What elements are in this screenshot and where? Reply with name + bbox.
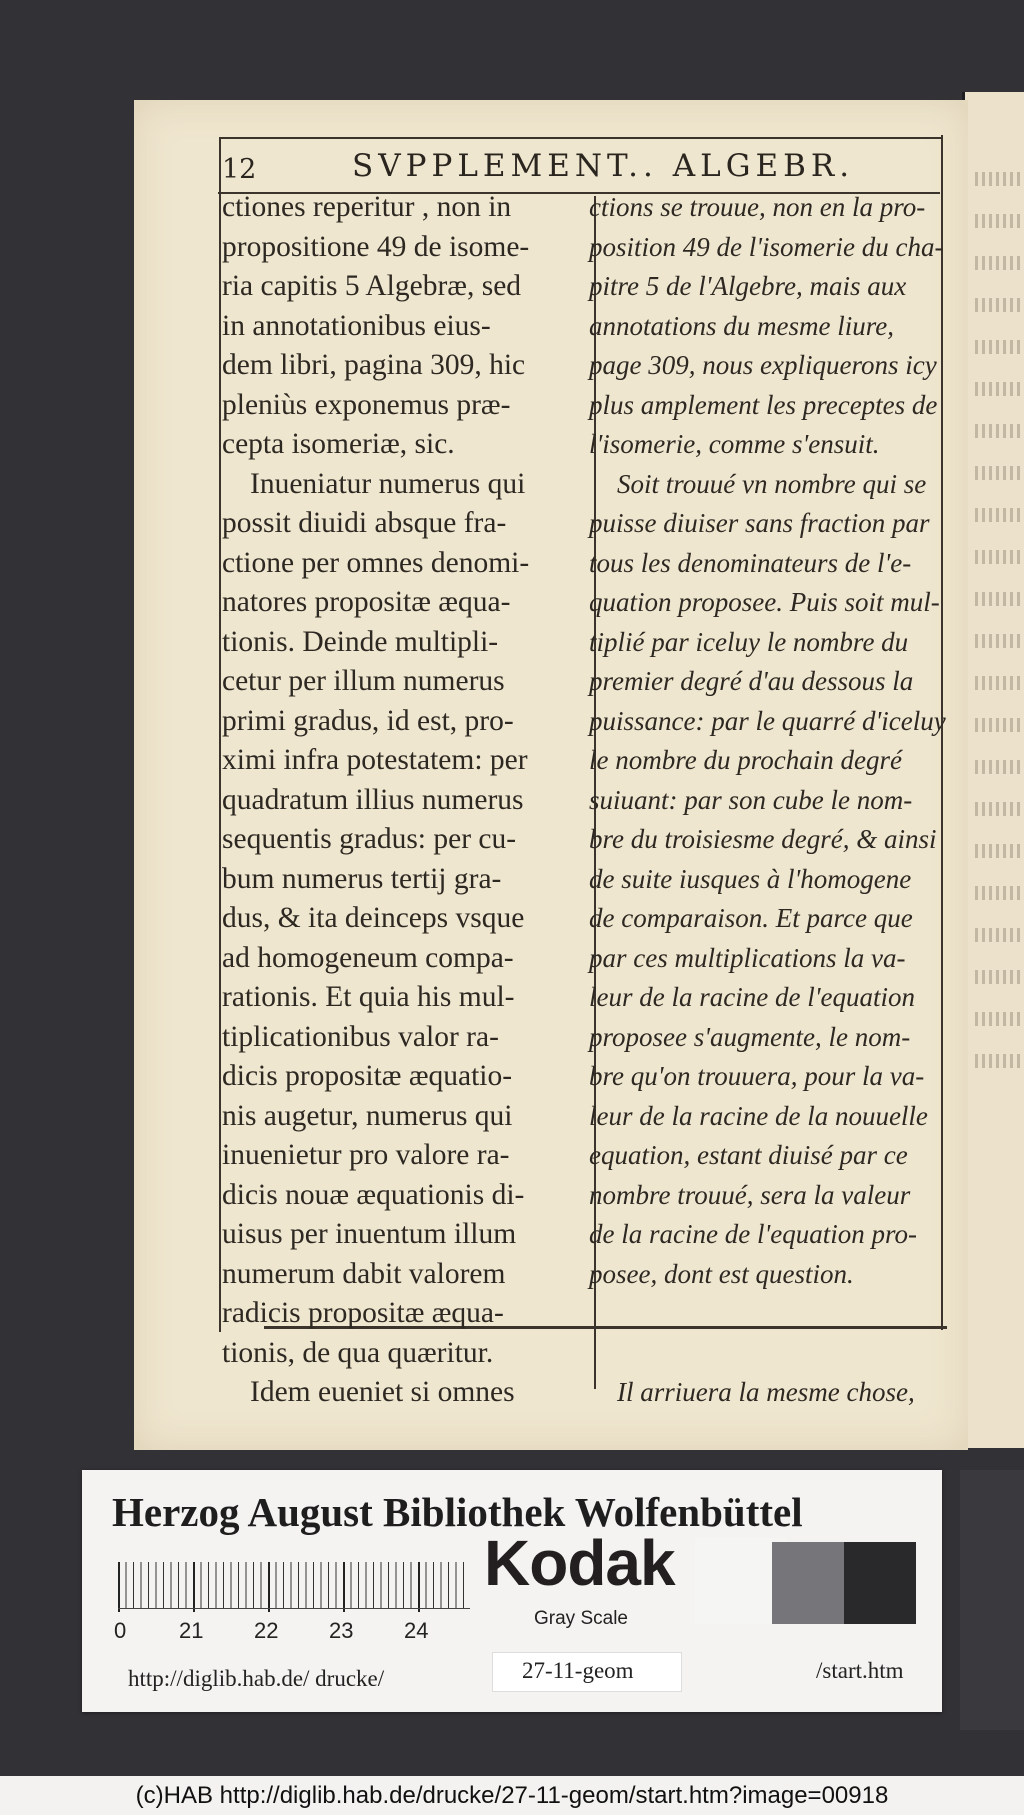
text-line: quation proposee. Puis soit mul- <box>589 587 940 617</box>
text-line: puissance: par le quarré d'iceluy <box>589 705 946 736</box>
text-line: premier degré d'au dessous la <box>589 666 914 696</box>
facing-text-line <box>975 340 1023 354</box>
gray-patch-mid <box>772 1542 844 1624</box>
text-line: cepta isomeriæ, sic. <box>222 428 455 460</box>
text-line: radicis propositæ æqua- <box>222 1297 504 1329</box>
facing-text-line <box>975 214 1023 228</box>
text-line: position 49 de l'isomerie du cha- <box>589 231 944 262</box>
text-line: uisus per inuentum illum <box>222 1218 517 1250</box>
card-url-id: 27-11-geom <box>522 1658 634 1683</box>
text-line <box>589 1334 959 1374</box>
facing-text-line <box>975 424 1023 438</box>
kodak-logo: Kodak <box>484 1527 675 1599</box>
text-line: Idem eueniet si omnes <box>250 1376 515 1408</box>
text-line: bre qu'on trouuera, pour la va- <box>589 1061 925 1091</box>
text-line: annotations du mesme liure, <box>589 310 894 341</box>
french-column <box>589 188 959 1413</box>
text-line: dus, & ita deinceps vsque <box>222 902 525 934</box>
text-line: dem libri, pagina 309, hic <box>222 349 526 381</box>
ruler-baseline <box>118 1608 470 1609</box>
text-line: cetur per illum numerus <box>222 665 505 697</box>
text-line: proposee s'augmente, le nom- <box>589 1021 911 1052</box>
text-line: leur de la racine de l'equation <box>589 982 915 1012</box>
text-line: Inueniatur numerus qui <box>250 467 526 500</box>
text-line: primi gradus, id est, pro- <box>222 704 514 737</box>
text-line: ctiones reperitur , non in <box>222 191 512 223</box>
running-head-title: SVPPLEMENT.. ALGEBR. <box>352 148 855 184</box>
text-line <box>589 1294 959 1334</box>
facing-text-line <box>975 634 1023 648</box>
text-line: ximi infra potestatem: per <box>222 744 528 776</box>
text-line: ad homogeneum compa- <box>222 941 514 974</box>
facing-text-line <box>975 676 1023 690</box>
text-line: nis augetur, numerus qui <box>222 1099 513 1132</box>
facing-text-line <box>975 172 1023 186</box>
gray-patch-dark <box>844 1542 916 1624</box>
facing-text-line <box>975 508 1023 522</box>
ruler-label: 23 <box>329 1618 354 1643</box>
text-line: ria capitis 5 Algebræ, sed <box>222 270 522 302</box>
ruler-label: 21 <box>179 1618 204 1643</box>
facing-text-line <box>975 382 1023 396</box>
running-head <box>222 148 932 188</box>
facing-text-line <box>975 466 1023 480</box>
text-line: tionis, de qua quæritur. <box>222 1336 494 1369</box>
ruler-label: 24 <box>404 1618 429 1643</box>
text-line: tionis. Deinde multipli- <box>222 625 499 658</box>
text-line: par ces multiplications la va- <box>589 942 906 973</box>
latin-column <box>222 188 598 1413</box>
text-line: rationis. Et quia his mul- <box>222 981 515 1013</box>
facing-text-line <box>975 256 1023 270</box>
text-line: pitre 5 de l'Algebre, mais aux <box>589 271 907 301</box>
text-line: leur de la racine de la nouuelle <box>589 1100 928 1131</box>
text-line: de comparaison. Et parce que <box>589 903 913 933</box>
text-line: de suite iusques à l'homogene <box>589 863 912 894</box>
ruler-label: 0 <box>114 1618 127 1643</box>
page-number: 12 <box>222 154 257 185</box>
text-line: equation, estant diuisé par ce <box>589 1140 908 1170</box>
text-line: l'isomerie, comme s'ensuit. <box>589 429 880 459</box>
text-line: propositione 49 de isome- <box>222 230 530 263</box>
text-line: quadratum illius numerus <box>222 783 524 816</box>
ruler-major-ticks <box>118 1562 470 1612</box>
facing-text-line <box>975 1012 1023 1026</box>
text-line: bre du troisiesme degré, & ainsi <box>589 824 937 854</box>
text-line: inuenietur pro valore ra- <box>222 1139 510 1171</box>
text-line: puisse diuiser sans fraction par <box>589 508 930 538</box>
footer-caption: (c)HAB http://diglib.hab.de/drucke/27-11-geom/start.htm?image=00918 <box>0 1776 1024 1815</box>
facing-text-line <box>975 928 1023 942</box>
text-line: in annotationibus eius- <box>222 309 491 342</box>
text-line: possit diuidi absque fra- <box>222 507 507 539</box>
text-line: nombre trouué, sera la valeur <box>589 1179 911 1210</box>
text-line: page 309, nous expliquerons icy <box>589 350 937 380</box>
text-line: pleniùs exponemus præ- <box>222 388 511 421</box>
text-line: dicis propositæ æquatio- <box>222 1060 513 1092</box>
text-line: tiplié par iceluy le nombre du <box>589 626 909 657</box>
text-line: Soit trouué vn nombre qui se <box>617 468 927 499</box>
text-line: de la racine de l'equation pro- <box>589 1219 917 1249</box>
facing-text-line <box>975 1054 1023 1068</box>
text-line: dicis nouæ æquationis di- <box>222 1178 525 1211</box>
text-line: natores propositæ æqua- <box>222 586 511 618</box>
text-line: suiuant: par son cube le nom- <box>589 784 913 815</box>
text-line: tous les denominateurs de l'e- <box>589 547 912 578</box>
facing-text-line <box>975 886 1023 900</box>
text-line: posee, dont est question. <box>589 1258 854 1289</box>
kodak-subtitle: Gray Scale <box>534 1608 628 1629</box>
facing-page-edge <box>962 92 1024 1448</box>
facing-text-line <box>975 718 1023 732</box>
text-line: Il arriuera la mesme chose, <box>617 1377 915 1407</box>
text-line: tiplicationibus valor ra- <box>222 1020 499 1053</box>
library-title: Herzog August Bibliothek Wolfenbüttel <box>112 1489 803 1535</box>
facing-text-line <box>975 550 1023 564</box>
card-url-base: http://diglib.hab.de/ drucke/ <box>128 1666 385 1691</box>
text-line: numerum dabit valorem <box>222 1257 506 1290</box>
text-line: bum numerus tertij gra- <box>222 862 502 895</box>
text-line: sequentis gradus: per cu- <box>222 823 517 855</box>
text-line: ctione per omnes denomi- <box>222 546 530 579</box>
facing-text-line <box>975 760 1023 774</box>
facing-text-line <box>975 592 1023 606</box>
facing-text-line <box>975 970 1023 984</box>
facing-text-line <box>975 844 1023 858</box>
card-url-suffix: /start.htm <box>816 1658 904 1683</box>
target-card <box>82 1470 942 1712</box>
facing-page-shadow <box>960 1470 1024 1730</box>
facing-text-line <box>975 802 1023 816</box>
text-line: ctions se trouue, non en la pro- <box>589 192 926 222</box>
ruler <box>114 1562 470 1644</box>
ruler-label: 22 <box>254 1618 279 1643</box>
text-line: plus amplement les preceptes de <box>589 389 938 420</box>
facing-text-line <box>975 298 1023 312</box>
text-line: le nombre du prochain degré <box>589 745 902 775</box>
book-page <box>134 100 968 1450</box>
